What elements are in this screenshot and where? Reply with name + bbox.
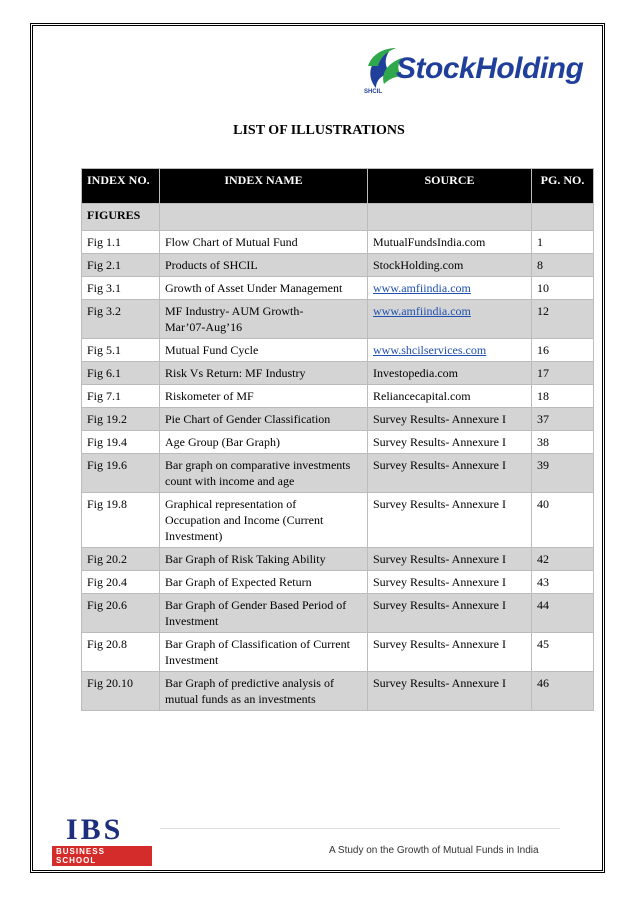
cell-page: 16 xyxy=(532,339,594,362)
cell-index: Fig 19.8 xyxy=(82,493,160,548)
cell-source xyxy=(368,548,532,571)
ibs-logo-band: BUSINESS SCHOOL xyxy=(52,846,152,866)
cell-page: 17 xyxy=(532,362,594,385)
cell-name-line: Flow Chart of Mutual Fund xyxy=(165,235,298,249)
cell-name-line: Mar’07-Aug’16 xyxy=(165,320,243,334)
cell-index: Fig 6.1 xyxy=(82,362,160,385)
cell-name xyxy=(160,300,368,339)
table-row xyxy=(82,431,594,454)
cell-index: Fig 3.1 xyxy=(82,277,160,300)
cell-name xyxy=(160,231,368,254)
table-row xyxy=(82,408,594,431)
cell-name-line: Investment) xyxy=(165,529,223,543)
footer-divider xyxy=(160,828,560,829)
logo-text: StockHolding xyxy=(396,52,584,85)
source-text: Survey Results- Annexure I xyxy=(373,435,506,449)
cell-page: 40 xyxy=(532,493,594,548)
cell-page: 10 xyxy=(532,277,594,300)
cell-source xyxy=(368,277,532,300)
cell-name-line: Bar Graph of Expected Return xyxy=(165,575,312,589)
cell-index: Fig 2.1 xyxy=(82,254,160,277)
cell-name xyxy=(160,633,368,672)
footer-caption: A Study on the Growth of Mutual Funds in India xyxy=(329,845,539,856)
cell-name-line: mutual funds as an investments xyxy=(165,692,316,706)
cell-name xyxy=(160,362,368,385)
cell-name xyxy=(160,339,368,362)
source-text: Survey Results- Annexure I xyxy=(373,575,506,589)
cell-page: 18 xyxy=(532,385,594,408)
source-text: MutualFundsIndia.com xyxy=(373,235,486,249)
cell-index: Fig 7.1 xyxy=(82,385,160,408)
cell-index: Fig 3.2 xyxy=(82,300,160,339)
column-header-name: INDEX NAME xyxy=(160,169,368,204)
source-text: Survey Results- Annexure I xyxy=(373,458,506,472)
cell-name-line: Pie Chart of Gender Classification xyxy=(165,412,331,426)
source-text: Survey Results- Annexure I xyxy=(373,637,506,651)
cell-source xyxy=(368,454,532,493)
cell-index: Fig 20.6 xyxy=(82,594,160,633)
cell-page: 38 xyxy=(532,431,594,454)
cell-source xyxy=(368,254,532,277)
table-row xyxy=(82,339,594,362)
source-link[interactable]: www.shcilservices.com xyxy=(373,343,487,357)
cell-source xyxy=(368,339,532,362)
cell-name xyxy=(160,454,368,493)
cell-name-line: Bar Graph of predictive analysis of xyxy=(165,676,334,690)
cell-name xyxy=(160,408,368,431)
cell-source xyxy=(368,385,532,408)
cell-index: Fig 20.4 xyxy=(82,571,160,594)
source-text: Investopedia.com xyxy=(373,366,458,380)
table-row xyxy=(82,633,594,672)
cell-source xyxy=(368,231,532,254)
cell-name-line: Riskometer of MF xyxy=(165,389,254,403)
cell-source xyxy=(368,300,532,339)
cell-name-line: Bar Graph of Classification of Current xyxy=(165,637,350,651)
cell-name-line: Graphical representation of xyxy=(165,497,297,511)
cell-page: 8 xyxy=(532,254,594,277)
cell-page: 43 xyxy=(532,571,594,594)
page-title: LIST OF ILLUSTRATIONS xyxy=(233,123,405,138)
ibs-logo-letters: IBS xyxy=(66,813,124,846)
ibs-logo xyxy=(52,815,152,866)
cell-index: Fig 19.4 xyxy=(82,431,160,454)
cell-name xyxy=(160,672,368,711)
cell-source xyxy=(368,672,532,711)
cell-name-line: Bar Graph of Risk Taking Ability xyxy=(165,552,326,566)
cell-source xyxy=(368,408,532,431)
cell-name-line: Growth of Asset Under Management xyxy=(165,281,343,295)
table-row xyxy=(82,362,594,385)
source-text: Survey Results- Annexure I xyxy=(373,676,506,690)
logo-subtext: SHCIL xyxy=(364,89,382,95)
cell-index: Fig 19.6 xyxy=(82,454,160,493)
table-row xyxy=(82,254,594,277)
cell-page: 46 xyxy=(532,672,594,711)
cell-name-line: MF Industry- AUM Growth- xyxy=(165,304,304,318)
cell-page: 45 xyxy=(532,633,594,672)
table-row xyxy=(82,385,594,408)
cell-index: Fig 20.10 xyxy=(82,672,160,711)
source-text: StockHolding.com xyxy=(373,258,464,272)
cell-name xyxy=(160,277,368,300)
column-header-index: INDEX NO. xyxy=(82,169,160,204)
cell-name-line: Bar graph on comparative investments xyxy=(165,458,351,472)
table-header-row xyxy=(82,169,594,204)
source-text: Reliancecapital.com xyxy=(373,389,471,403)
cell-source xyxy=(368,571,532,594)
table-row xyxy=(82,594,594,633)
cell-name-line: Bar Graph of Gender Based Period of xyxy=(165,598,347,612)
cell-name xyxy=(160,594,368,633)
source-text: Survey Results- Annexure I xyxy=(373,598,506,612)
section-label: FIGURES xyxy=(82,204,160,231)
cell-source xyxy=(368,362,532,385)
source-text: Survey Results- Annexure I xyxy=(373,497,506,511)
cell-name-line: count with income and age xyxy=(165,474,295,488)
table-row xyxy=(82,454,594,493)
table-row xyxy=(82,548,594,571)
column-header-page: PG. NO. xyxy=(532,169,594,204)
cell-page: 39 xyxy=(532,454,594,493)
table-row xyxy=(82,672,594,711)
cell-name-line: Age Group (Bar Graph) xyxy=(165,435,280,449)
table-row xyxy=(82,300,594,339)
cell-index: Fig 1.1 xyxy=(82,231,160,254)
cell-name xyxy=(160,548,368,571)
cell-name-line: Products of SHCIL xyxy=(165,258,258,272)
cell-name xyxy=(160,385,368,408)
cell-name-line: Occupation and Income (Current xyxy=(165,513,324,527)
cell-source xyxy=(368,633,532,672)
section-row-figures xyxy=(82,204,594,231)
cell-name-line: Investment xyxy=(165,614,219,628)
cell-name xyxy=(160,493,368,548)
cell-index: Fig 5.1 xyxy=(82,339,160,362)
cell-index: Fig 20.2 xyxy=(82,548,160,571)
cell-source xyxy=(368,431,532,454)
cell-name xyxy=(160,431,368,454)
cell-name-line: Investment xyxy=(165,653,219,667)
source-link[interactable]: www.amfiindia.com xyxy=(373,304,471,318)
source-text: Survey Results- Annexure I xyxy=(373,552,506,566)
cell-name xyxy=(160,254,368,277)
cell-source xyxy=(368,594,532,633)
cell-page: 44 xyxy=(532,594,594,633)
cell-page: 12 xyxy=(532,300,594,339)
column-header-source: SOURCE xyxy=(368,169,532,204)
source-text: Survey Results- Annexure I xyxy=(373,412,506,426)
cell-name-line: Mutual Fund Cycle xyxy=(165,343,259,357)
cell-page: 42 xyxy=(532,548,594,571)
cell-name xyxy=(160,571,368,594)
cell-page: 1 xyxy=(532,231,594,254)
table-row xyxy=(82,231,594,254)
cell-page: 37 xyxy=(532,408,594,431)
cell-index: Fig 20.8 xyxy=(82,633,160,672)
cell-index: Fig 19.2 xyxy=(82,408,160,431)
table-row xyxy=(82,571,594,594)
table-row xyxy=(82,493,594,548)
illustrations-table xyxy=(81,168,594,711)
cell-name-line: Risk Vs Return: MF Industry xyxy=(165,366,306,380)
table-row xyxy=(82,277,594,300)
cell-source xyxy=(368,493,532,548)
source-link[interactable]: www.amfiindia.com xyxy=(373,281,471,295)
